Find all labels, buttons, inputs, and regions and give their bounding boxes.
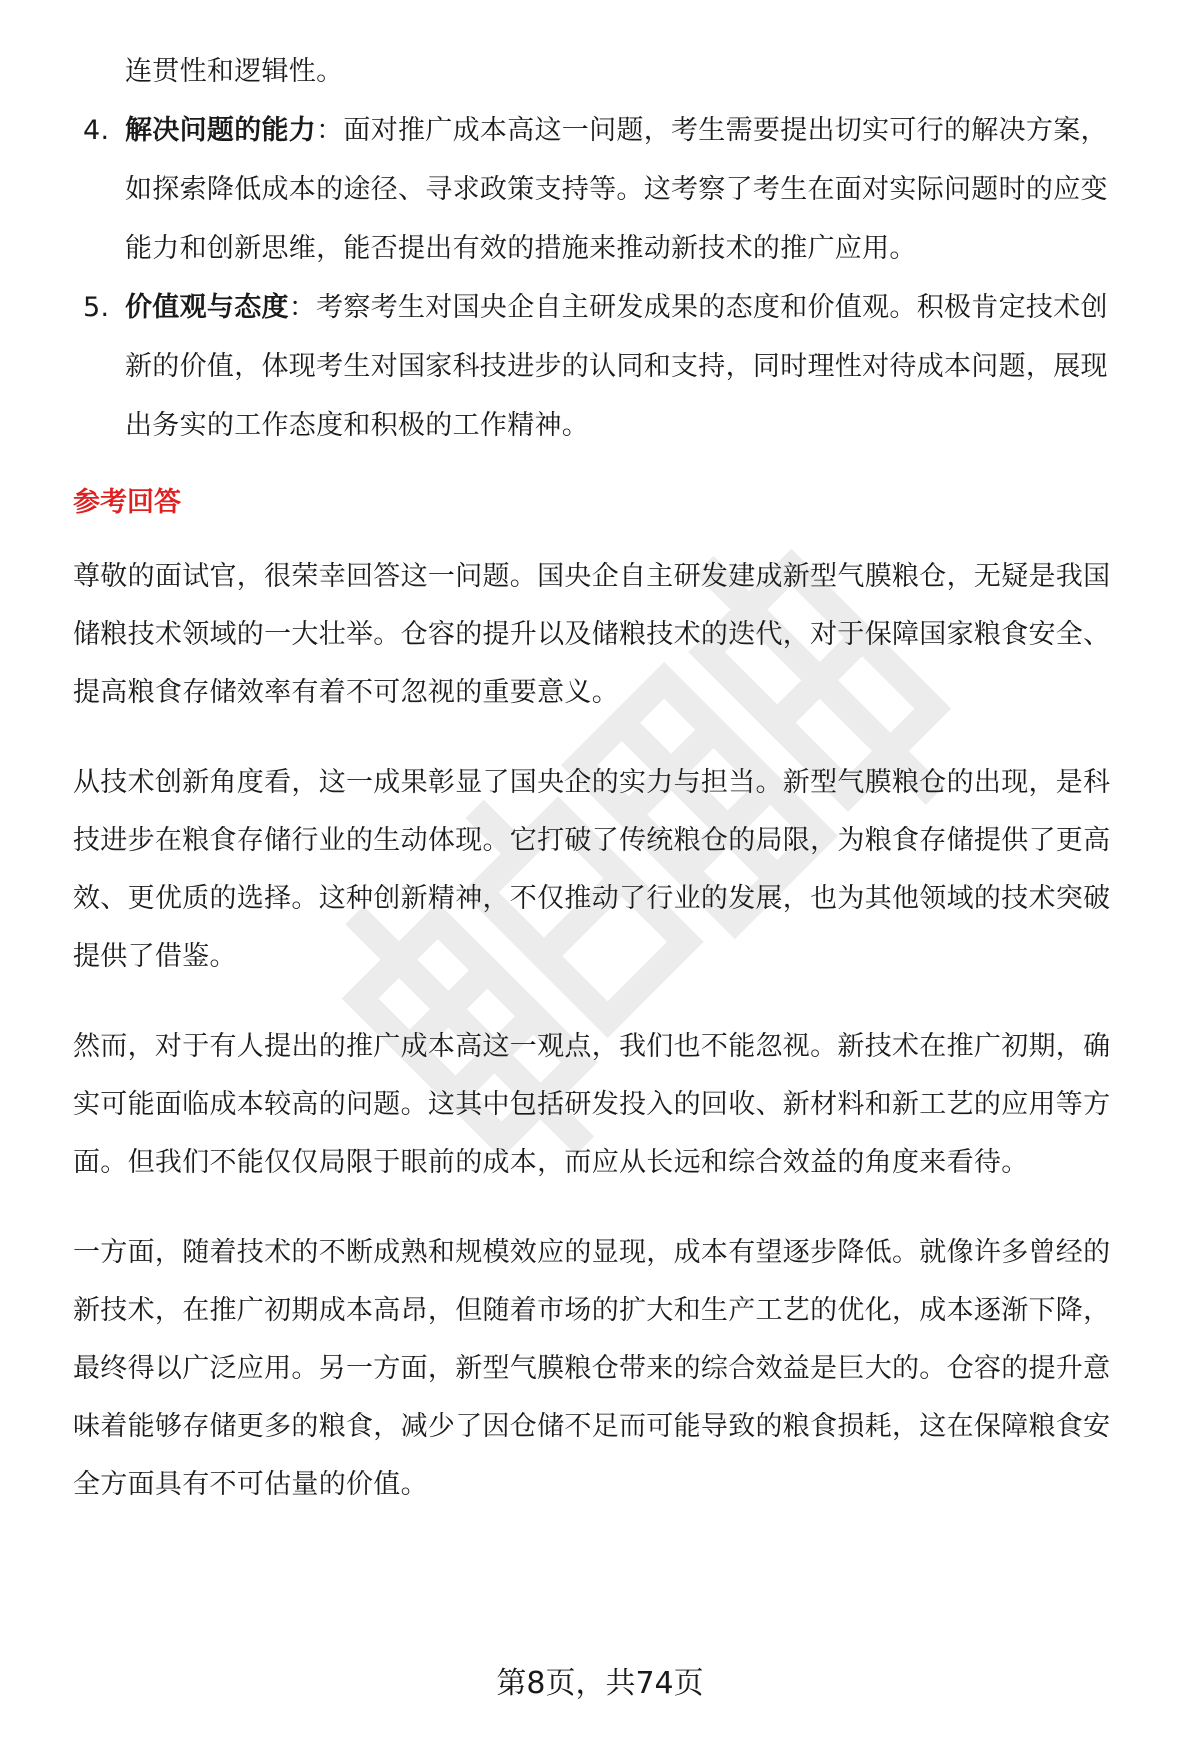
- list-item-text: ：面对推广成本高这一问题，考生需要提出切实可行的解决方案，如探索降低成本的途径、寻求政策支持等。这考察了考生在面对实际问题时的应变能力和创新思维，能否提出有效的措施来推动新技术的推广应用。: [125, 115, 1108, 264]
- answer-paragraph-1: 尊敬的面试官，很荣幸回答这一问题。国央企自主研发建成新型气膜粮仓，无疑是我国储粮技术领域的一大壮举。仓容的提升以及储粮技术的迭代，对于保障国家粮食安全、提高粮食存储效率有着不可忽视的重要意义。: [73, 561, 1111, 708]
- page-number: 第8页，共74页: [496, 1666, 704, 1701]
- answer-paragraph-2: 从技术创新角度看，这一成果彰显了国央企的实力与担当。新型气膜粮仓的出现，是科技进步在粮食存储行业的生动体现。它打破了传统粮仓的局限，为粮食存储提供了更高效、更优质的选择。这种创新精神，不仅推动了行业的发展，也为其他领域的技术突破提供了借鉴。: [73, 767, 1111, 972]
- list-item-text: ：考察考生对国央企自主研发成果的态度和价值观。积极肯定技术创新的价值，体现考生对国家科技进步的认同和支持，同时理性对待成本问题，展现出务实的工作态度和积极的工作精神。: [125, 292, 1108, 441]
- list-item-title: 价值观与态度: [125, 292, 289, 323]
- answer-paragraph-4: 一方面，随着技术的不断成熟和规模效应的显现，成本有望逐步降低。就像许多曾经的新技术，在推广初期成本高昂，但随着市场的扩大和生产工艺的优化，成本逐渐下降，最终得以广泛应用。另一方面，新型气膜粮仓带来的综合效益是巨大的。仓容的提升意味着能够存储更多的粮食，减少了因仓储不足而可能导致的粮食损耗，这在保障粮食安全方面具有不可估量的价值。: [73, 1237, 1111, 1500]
- reference-answer-heading: 参考回答: [73, 487, 181, 518]
- list-item-values-attitude: [73, 278, 1133, 455]
- list-item-number: 4.: [83, 115, 110, 146]
- answer-paragraph-3: 然而，对于有人提出的推广成本高这一观点，我们也不能忽视。新技术在推广初期，确实可能面临成本较高的问题。这其中包括研发投入的回收、新材料和新工艺的应用等方面。但我们不能仅仅局限于眼前的成本，而应从长远和综合效益的角度来看待。: [73, 1031, 1111, 1178]
- page-content: [73, 42, 1133, 1514]
- list-item-number: 5.: [83, 292, 110, 323]
- list-item-problem-solving: [73, 101, 1133, 278]
- list-item-continuation: 连贯性和逻辑性。: [125, 56, 344, 87]
- list-item-title: 解决问题的能力: [125, 115, 317, 146]
